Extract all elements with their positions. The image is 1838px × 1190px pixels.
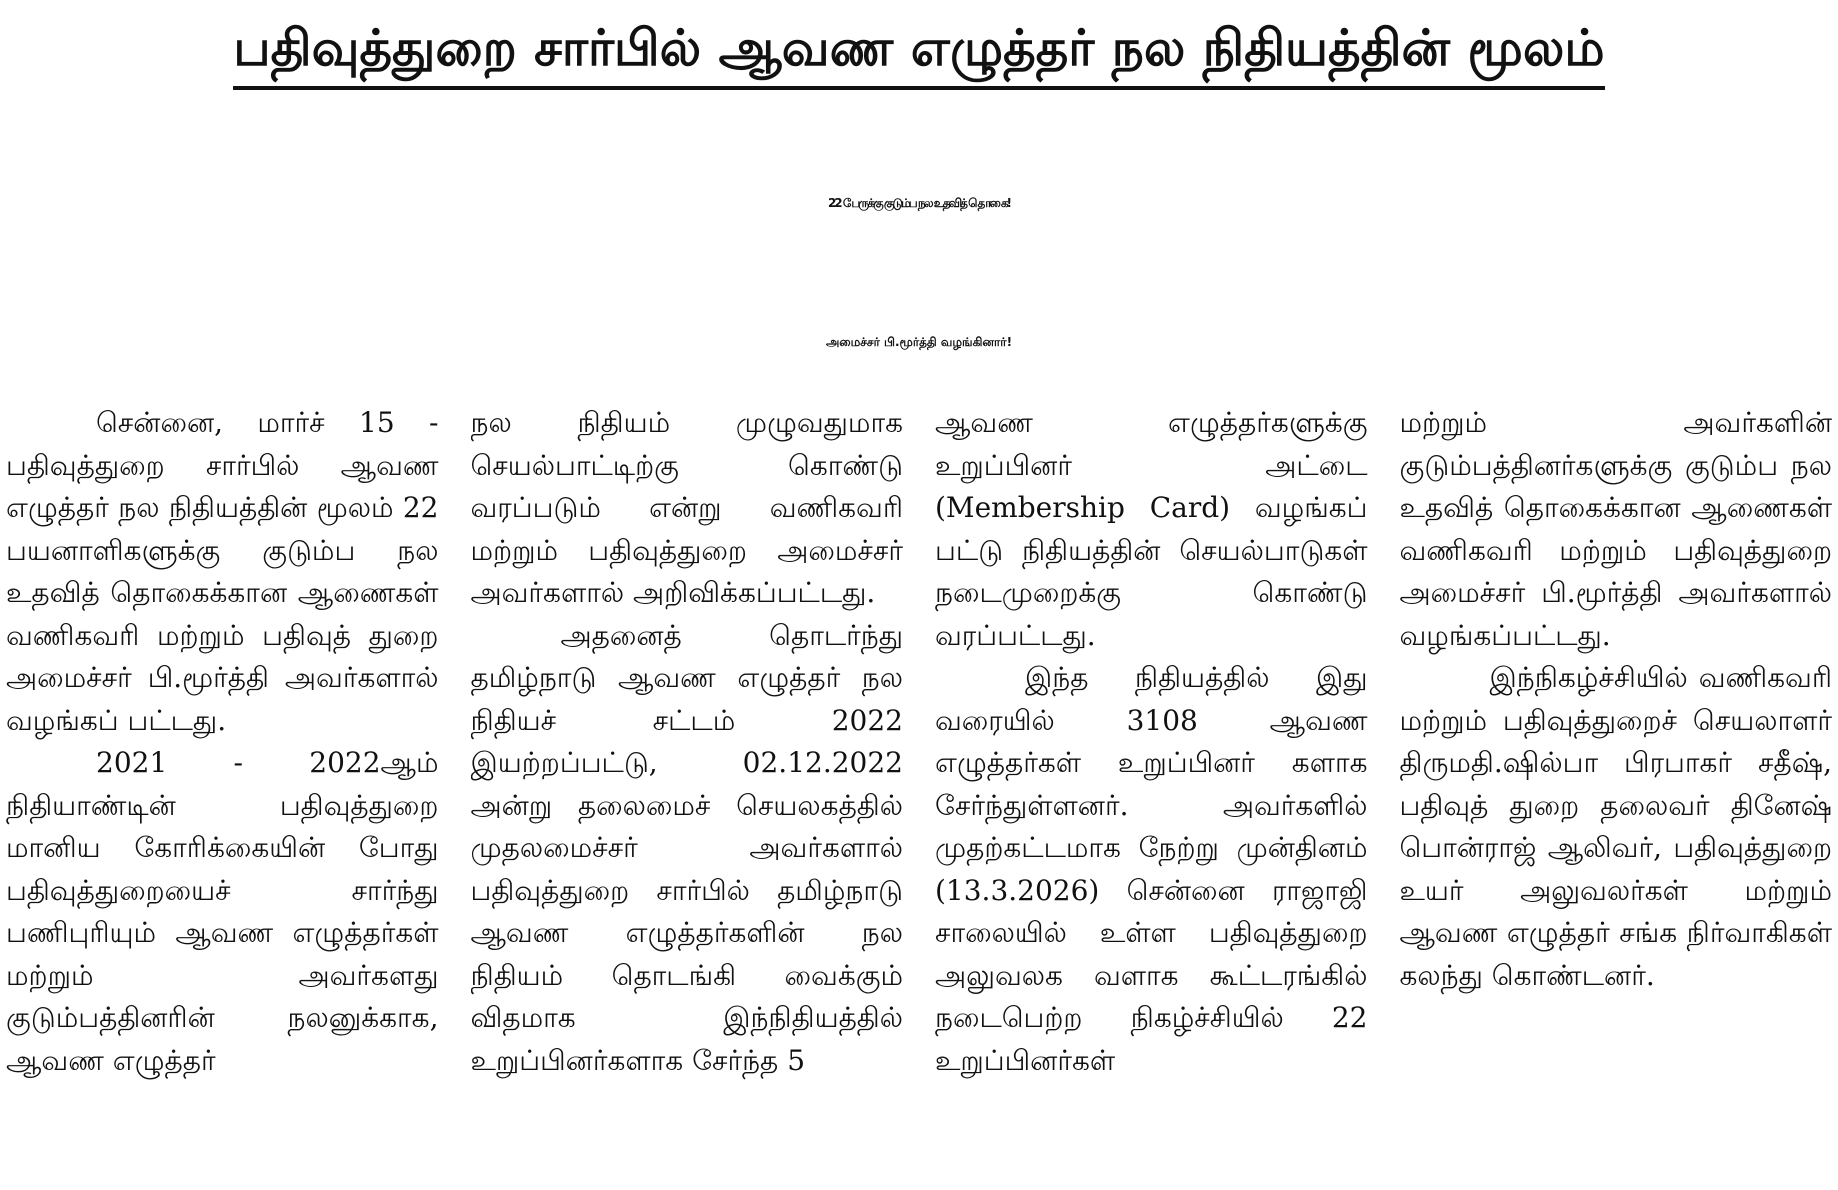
column-2 — [471, 402, 904, 1190]
paragraph: அதனைத் தொடர்ந்து தமிழ்நாடு ஆவண எழுத்தர் நல நிதியச் சட்டம் 2022 இயற்றப்பட்டு, 02.12.2022 அன்று தலைமைச் செயலகத்தில் முதலமைச்சர் அவர்களால் பதிவுத்துறை சார்பில் தமிழ்நாடு ஆவண எழுத்தர்களின் நல நிதியம் தொடங்கி வைக்கும் விதமாக இந்நிதியத்தில் உறுப்பினர்களாக சேர்ந்த 5 — [470, 618, 903, 1077]
article-body — [6, 402, 1832, 1190]
paragraph: நல நிதியம் முழுவதுமாக செயல்பாட்டிற்கு கொண்டு வரப்படும் என்று வணிகவரி மற்றும் பதிவுத்துறை அமைச்சர் அவர்களால் அறிவிக்கப்பட்டது. — [470, 406, 903, 609]
kicker-text: பதிவுத்துறை சார்பில் ஆவண எழுத்தர் நல நிதியத்தின் மூலம் — [233, 14, 1604, 90]
paragraph: இந்நிகழ்ச்சியில் வணிகவரி மற்றும் பதிவுத்துறைச் செயலாளர் திருமதி.ஷில்பா பிரபாகர் சதீஷ், பதிவுத் துறை தலைவர் தினேஷ் பொன்ராஜ் ஆலிவர், பதிவுத்துறை உயர் அலுவலர்கள் மற்றும் ஆவண எழுத்தர் சங்க நிர்வாகிகள் கலந்து கொண்டனர். — [1399, 661, 1832, 992]
column-3 — [935, 402, 1368, 1190]
headline: 22 பேருக்கு குடும்ப நல உதவித் தொகை! — [827, 196, 1011, 210]
paragraph: 2021 - 2022ஆம் நிதியாண்டின் பதிவுத்துறை மானிய கோரிக்கையின் போது பதிவுத்துறையைச் சார்ந்து பணிபுரியும் ஆவண எழுத்தர்கள் மற்றும் அவர்களது குடும்பத்தினரின் நலனுக்காக, ஆவண எழுத்தர் — [6, 746, 439, 1077]
paragraph: மற்றும் அவர்களின் குடும்பத்தினர்களுக்கு குடும்ப நல உதவித் தொகைக்கான ஆணைகள் வணிகவரி மற்றும் பதிவுத்துறை அமைச்சர் பி.மூர்த்தி அவர்களால் வழங்கப்பட்டது. — [1399, 406, 1832, 652]
column-4 — [1400, 402, 1833, 1190]
column-1 — [6, 402, 439, 1190]
paragraph: ஆவண எழுத்தர்களுக்கு உறுப்பினர் அட்டை (Membership Card) வழங்கப் பட்டு நிதியத்தின் செயல்பாடுகள் நடைமுறைக்கு கொண்டு வரப்பட்டது. — [935, 406, 1368, 652]
paragraph: சென்னை, மார்ச் 15 - பதிவுத்துறை சார்பில் ஆவண எழுத்தர் நல நிதியத்தின் மூலம் 22 பயனாளிகளுக்கு குடும்ப நல உதவித் தொகைக்கான ஆணைகள் வணிகவரி மற்றும் பதிவுத் துறை அமைச்சர் பி.மூர்த்தி அவர்களால் வழங்கப் பட்டது. — [6, 406, 439, 737]
subheadline: அமைச்சர் பி.மூர்த்தி வழங்கினார்! — [825, 335, 1013, 349]
paragraph: இந்த நிதியத்தில் இது வரையில் 3108 ஆவண எழுத்தர்கள் உறுப்பினர் களாக சேர்ந்துள்ளனர். அவர்களில் முதற்கட்டமாக நேற்று முன்தினம் (13.3.2026) சென்னை ராஜாஜி சாலையில் உள்ள பதிவுத்துறை அலுவலக வளாக கூட்டரங்கில் நடைபெற்ற நிகழ்ச்சியில் 22 உறுப்பினர்கள் — [935, 661, 1368, 1077]
kicker-line — [0, 14, 1838, 90]
